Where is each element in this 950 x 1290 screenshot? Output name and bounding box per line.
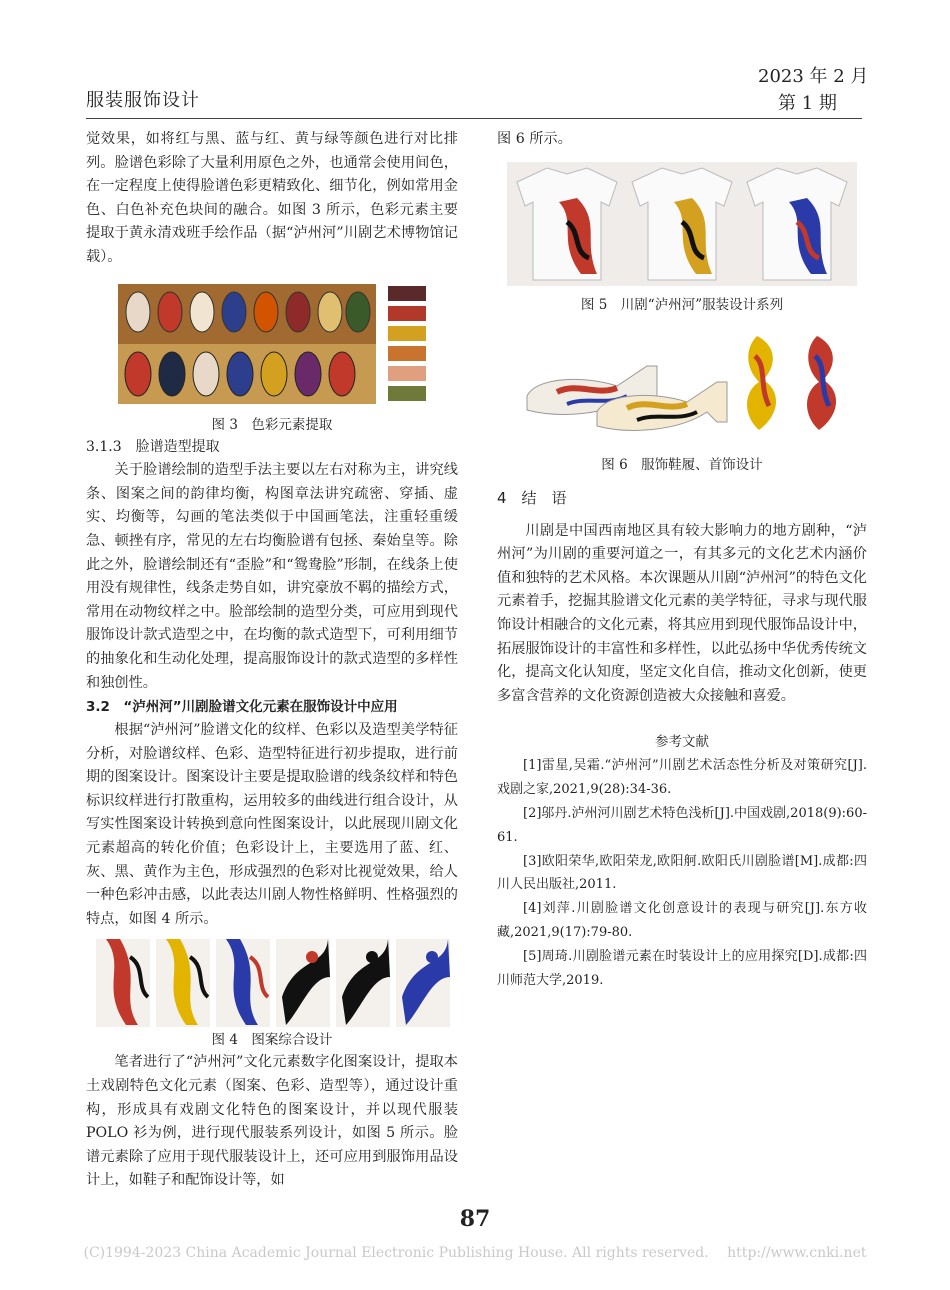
swatch-3 — [388, 326, 426, 341]
figure-5-image — [497, 162, 867, 286]
swatch-4 — [388, 346, 426, 361]
figure-4-caption: 图 4 图案综合设计 — [211, 1032, 333, 1049]
paragraph-face-shape: 关于脸谱绘制的造型手法主要以左右对称为主，讲究线条、图案之间的韵律均衡，构图章法讲究疏密、穿插、虚实、均衡等，勾画的笔法类似于中国画笔法，注重轻重缓急、顿挫有序，常见的左右均衡脸谱有包拯、秦始皇等。除此之外，脸谱绘制还有“歪脸”和“鸳鸯脸”形制，在线条上使用没有规律性，线条走势自如，讲究豪放不羁的描绘方式，常用在动物纹样之中。脸部绘制的造型分类，可应用到现代服饰设计款式造型之中，在均衡的款式造型下，可利用细节的抽象化和生动化处理，提高服饰设计的款式造型的多样性和独创性。 — [86, 462, 458, 691]
pattern-tile-2 — [156, 939, 210, 1027]
reference-item: [1]雷星,吴霜.“泸州河”川剧艺术活态性分析及对策研究[J].戏剧之家,2021,9(28):34-36. — [497, 758, 867, 798]
swatch-1 — [388, 286, 426, 301]
figure-5 — [497, 162, 867, 286]
section-4-heading: 4 结 语 — [497, 488, 567, 507]
left-column — [86, 128, 458, 1193]
journal-title: 服装服饰设计 — [86, 90, 200, 111]
section-3-2-heading: 3.2 “泸州河”川剧脸谱文化元素在服饰设计中应用 — [86, 699, 398, 716]
earring-2 — [807, 336, 836, 430]
reference-item: [2]邬丹.泸州河川剧艺术特色浅析[J].中国戏剧,2018(9):60-61. — [497, 805, 867, 845]
pattern-tile-5 — [336, 939, 390, 1027]
pattern-tile-6 — [396, 939, 450, 1027]
figure-6-caption: 图 6 服饰鞋履、首饰设计 — [601, 456, 763, 473]
right-column — [497, 128, 867, 992]
reference-item: [4]刘萍.川剧脸谱文化创意设计的表现与研究[J].东方收藏,2021,9(17):79-80. — [497, 901, 867, 940]
swatch-2 — [388, 306, 426, 321]
color-swatches — [388, 286, 426, 401]
pattern-tile-1 — [96, 939, 150, 1027]
page-number: 87 — [459, 1206, 491, 1232]
paragraph-fig6-ref: 图 6 所示。 — [497, 131, 572, 147]
figure-5-caption: 图 5 川剧“泸州河”服装设计系列 — [580, 296, 784, 313]
paragraph-color-contrast: 觉效果，如将红与黑、蓝与红、黄与绿等颜色进行对比排列。脸谱色彩除了大量利用原色之外，也通常会使用间色，在一定程度上使得脸谱色彩更精致化、细节化，例如常用金色、白色补充色块间的融合。如图 3 所示，色彩元素主要提取于黄永清戏班手绘作品（据“泸州河”川剧艺术博物馆记载）。 — [86, 131, 458, 265]
references-list — [497, 754, 867, 992]
issue-number: 第 1 期 — [778, 93, 837, 114]
section-3-1-3-heading: 3.1.3 脸谱造型提取 — [86, 438, 220, 455]
figure-6-image — [497, 326, 867, 444]
paragraph-pattern-design: 根据“泸州河”脸谱文化的纹样、色彩以及造型美学特征分析，对脸谱纹样、色彩、造型特征进行初步提取，进行前期的图案设计。图案设计主要是提取脸谱的线条纹样和特色标识纹样进行打散重构，运用较多的曲线进行组合设计，从写实性图案设计转换到意向性图案设计，以此展现川剧文化元素超高的转化价值；色彩设计上，主要选用了蓝、红、灰、黑、黄作为主色，形成强烈的色彩对比视觉效果，给人一种色彩冲击感，以此表达川剧人物性格鲜明、性格强烈的特点，如图 4 所示。 — [86, 722, 458, 927]
pattern-tile-3 — [216, 939, 270, 1027]
issue-date: 2023 年 2 月 — [758, 66, 869, 87]
swatch-5 — [388, 366, 426, 381]
paragraph-digital-design: 笔者进行了“泸州河”文化元素数字化图案设计，提取本土戏剧特色文化元素（图案、色彩、造型等），通过设计重构，形成具有戏剧文化特色的图案设计，并以现代服装 POLO 衫为例，进行现代服装系列设计，如图 5 所示。脸谱元素除了应用于现代服装设计上，还可应用到服饰用品设计上，如鞋子和配饰设计等，如 — [86, 1054, 458, 1189]
paragraph-conclusion: 川剧是中国西南地区具有较大影响力的地方剧种，“泸州河”为川剧的重要河道之一，有其多元的文化艺术内涵价值和独特的艺术风格。本次课题从川剧“泸州河”的特色文化元素着手，挖掘其脸谱文化元素的美学特征，寻求与现代服饰设计相融合的文化元素，将其应用到现代服饰品设计中，拓展服饰设计的丰富性和多样性，以此弘扬中华优秀传统文化，提高文化认知度，坚定文化自信，推动文化创新，使更多富含营养的文化资源创造被大众接触和喜爱。 — [497, 522, 867, 704]
pattern-tile-4 — [276, 939, 330, 1027]
figure-4-image — [86, 937, 458, 1029]
reference-item: [3]欧阳荣华,欧阳荣龙,欧阳舸.欧阳氏川剧脸谱[M].成都:四川人民出版社,2011. — [497, 853, 867, 893]
figure-3 — [86, 278, 458, 406]
swatch-6 — [388, 386, 426, 401]
figure-4 — [86, 937, 458, 1029]
copyright-notice: (C)1994-2023 China Academic Journal Electronic Publishing House. All rights reserved. http://www.cnki.net — [83, 1245, 867, 1261]
figure-3-caption: 图 3 色彩元素提取 — [211, 416, 333, 433]
figure-3-image — [86, 278, 458, 406]
header-rule — [86, 118, 862, 119]
earring-1 — [747, 336, 776, 430]
figure-6 — [497, 326, 867, 444]
reference-item: [5]周琦.川剧脸谱元素在时装设计上的应用探究[D].成都:四川师范大学,2019. — [497, 948, 867, 988]
references-title: 参考文献 — [655, 734, 709, 751]
